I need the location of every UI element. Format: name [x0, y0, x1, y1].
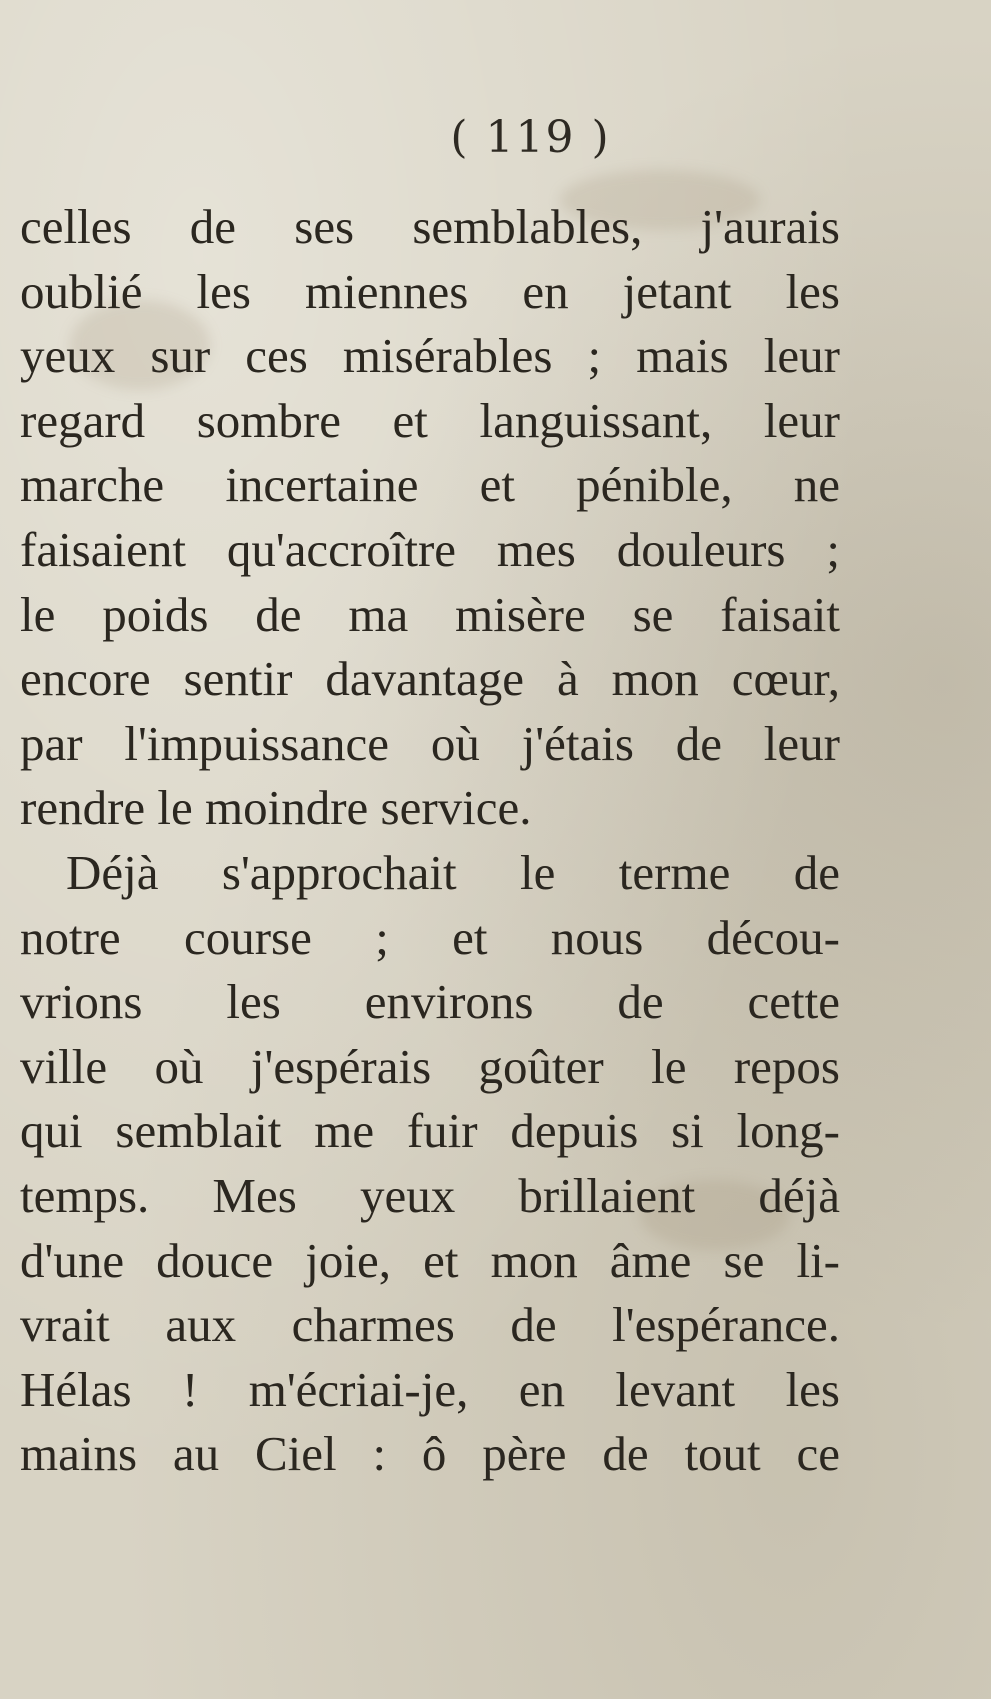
paragraph-start-line: Déjà s'approchait le terme de: [66, 844, 840, 900]
text-line: qui semblait me fuir depuis si long-: [20, 1103, 840, 1159]
text-line: regard sombre et languissant, leur: [20, 392, 840, 448]
text-line: vrait aux charmes de l'espérance.: [20, 1297, 840, 1353]
text-line: mains au Ciel : ô père de tout ce: [20, 1426, 840, 1482]
body-text: [20, 195, 840, 1487]
text-line: temps. Mes yeux brillaient déjà: [20, 1167, 840, 1223]
text-line: celles de ses semblables, j'aurais: [20, 199, 840, 254]
text-line: marche incertaine et pénible, ne: [20, 457, 840, 513]
text-line: vrions les environs de cette: [20, 974, 840, 1030]
text-line: encore sentir davantage à mon cœur,: [20, 651, 840, 707]
text-line: yeux sur ces misérables ; mais leur: [20, 328, 840, 384]
text-line: notre course ; et nous décou-: [20, 909, 840, 965]
text-line: rendre le moindre service.: [20, 780, 532, 836]
text-line: par l'impuissance où j'étais de leur: [20, 715, 840, 771]
text-line: faisaient qu'accroître mes douleurs ;: [20, 521, 840, 577]
text-line: d'une douce joie, et mon âme se li-: [20, 1232, 840, 1288]
page-number: ( 119 ): [450, 112, 611, 163]
text-line: Hélas ! m'écriai-je, en levant les: [20, 1361, 840, 1417]
text-line: oublié les miennes en jetant les: [20, 263, 840, 319]
text-line: ville où j'espérais goûter le repos: [20, 1038, 840, 1094]
text-line: le poids de ma misère se faisait: [20, 586, 840, 642]
